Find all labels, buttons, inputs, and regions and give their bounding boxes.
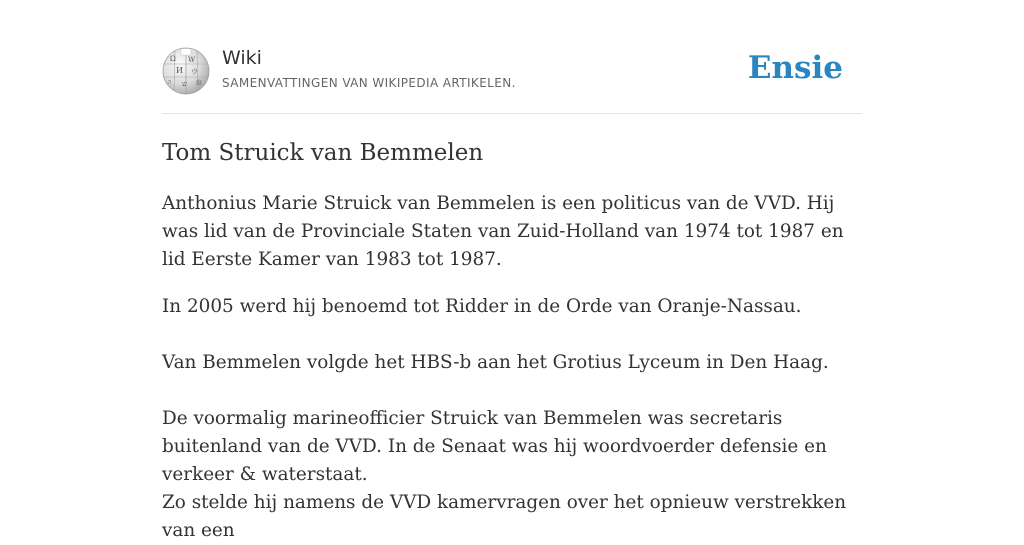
article-paragraph: In 2005 werd hij benoemd tot Ridder in de Orde van Oranje-Nassau. <box>162 296 802 317</box>
wikipedia-globe-icon[interactable] <box>162 47 210 95</box>
content-column <box>162 0 862 541</box>
article-paragraph: De voormalig marineofficier Struick van Bemmelen was secretaris buitenland van de VVD. In de Senaat was hij woordvoerder defensie en verkeer & waterstaat. <box>162 408 827 485</box>
article-paragraph: Zo stelde hij namens de VVD kamervragen over het opnieuw verstrekken van een <box>162 492 847 541</box>
article-paragraph: Van Bemmelen volgde het HBS-b aan het Grotius Lyceum in Den Haag. <box>162 352 829 373</box>
site-name[interactable]: Wiki <box>222 47 262 69</box>
svg-text:維: 維 <box>196 80 203 87</box>
article-title: Tom Struick van Bemmelen <box>162 140 484 166</box>
site-header <box>162 0 862 114</box>
svg-text:Ω: Ω <box>170 55 176 63</box>
svg-text:ウ: ウ <box>191 68 198 76</box>
article-paragraph: Anthonius Marie Struick van Bemmelen is een politicus van de VVD. Hij was lid van de Provinciale Staten van Zuid-Holland van 1974 tot 1987 en lid Eerste Kamer van 1983 tot 1987. <box>162 193 844 270</box>
site-tagline: SAMENVATTINGEN VAN WIKIPEDIA ARTIKELEN. <box>222 76 516 90</box>
svg-text:И: И <box>176 66 183 75</box>
svg-text:ש: ש <box>182 80 187 88</box>
svg-text:ה: ה <box>168 79 172 86</box>
svg-text:W: W <box>188 56 196 64</box>
ensie-logo-link[interactable]: Ensie <box>747 50 843 86</box>
